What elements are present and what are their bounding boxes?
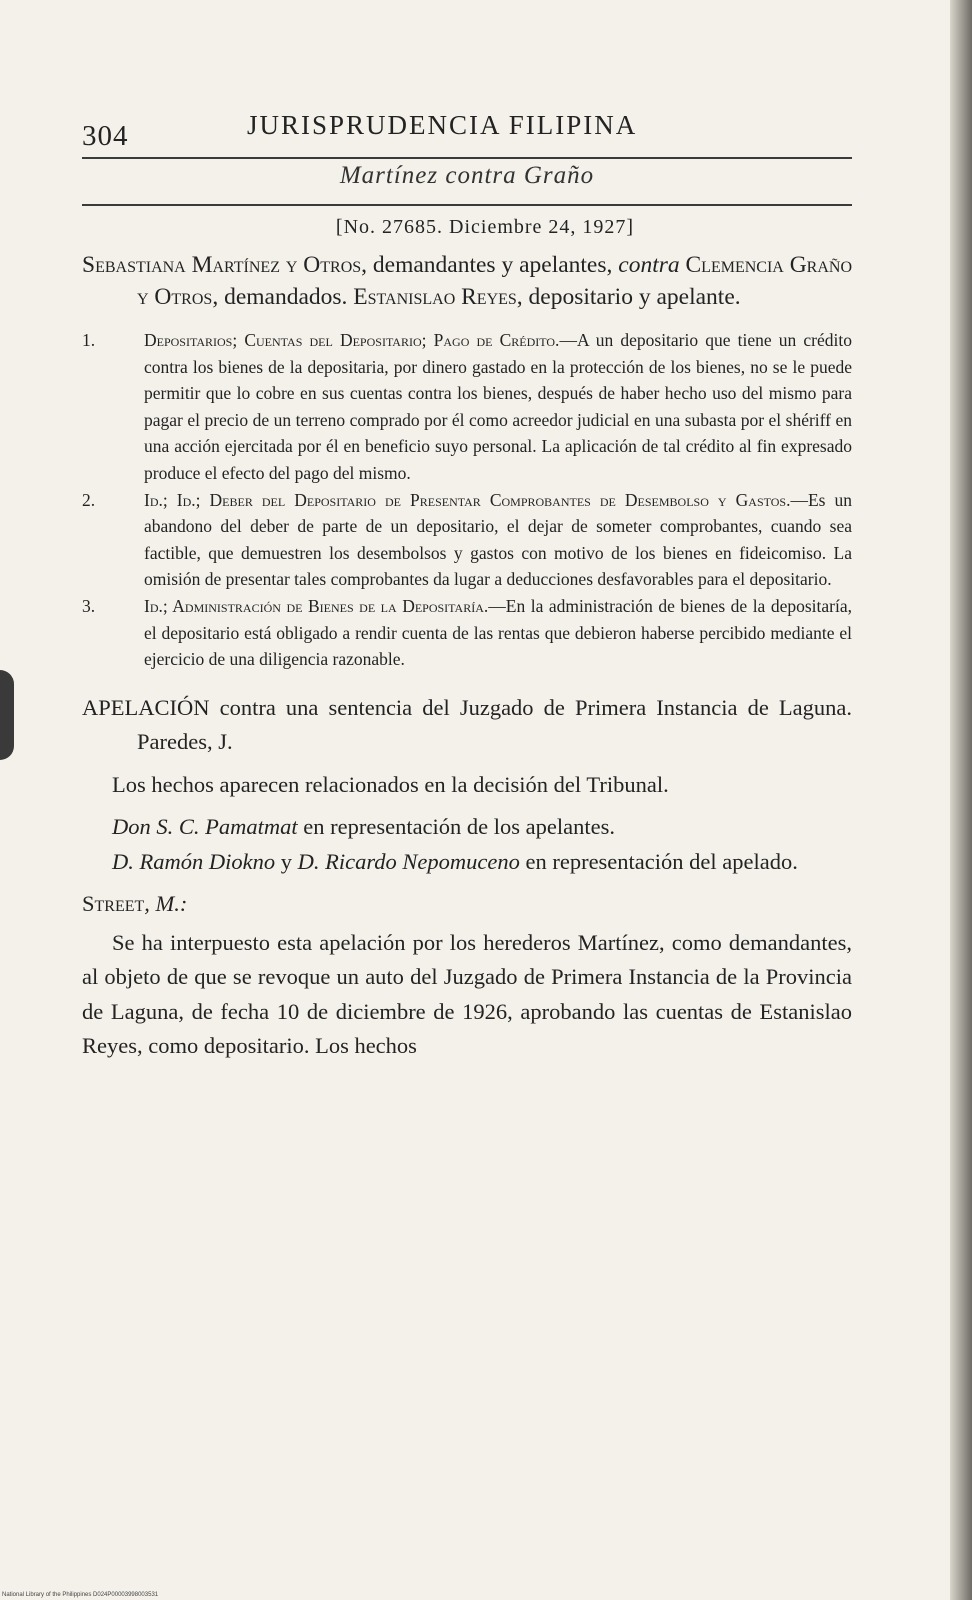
syllabus bbox=[82, 327, 852, 673]
appellee-counsel-conj: y bbox=[275, 848, 298, 874]
main-text bbox=[82, 691, 852, 1064]
syllabus-heading: Id.; Id.; Deber del Depositario de Presentar Comprobantes de Desembolso y Gastos. bbox=[144, 489, 791, 510]
syllabus-item bbox=[82, 327, 852, 487]
page-body bbox=[82, 216, 852, 1064]
docket-line: [No. 27685. Diciembre 24, 1927] bbox=[335, 216, 635, 238]
appellee-counsel bbox=[82, 845, 852, 880]
page-edge-mark bbox=[0, 670, 14, 760]
syllabus-number: 2. bbox=[82, 489, 96, 510]
syllabus-text: —En la administración de bienes de la depositaría, el depositario está obligado a rendir cuenta de las rentas que debieron haberse percibido mediante el ejercicio de una diligencia razonable. bbox=[144, 595, 852, 670]
judge-suffix: , M.: bbox=[144, 891, 188, 917]
judge-name: Street bbox=[82, 891, 145, 917]
syllabus-heading: Id.; Administración de Bienes de la Depositaría. bbox=[144, 595, 489, 616]
case-name-rule bbox=[82, 204, 852, 206]
judge-line bbox=[82, 887, 852, 922]
book-spine-shadow bbox=[950, 0, 972, 1600]
plaintiffs: Sebastiana Martínez y Otros bbox=[82, 252, 362, 278]
appeal-paragraph bbox=[82, 691, 852, 760]
scan-footer: National Library of the Philippines D024P00003998003531 bbox=[2, 1592, 159, 1598]
plaintiffs-role: , demandantes y apelantes, bbox=[361, 252, 613, 278]
running-title: JURISPRUDENCIA FILIPINA bbox=[247, 110, 638, 140]
appellants-counsel bbox=[82, 810, 852, 845]
syllabus-number: 3. bbox=[82, 595, 96, 616]
appellee-counsel-name-1: D. Ramón Diokno bbox=[112, 848, 276, 874]
appeal-lead: APELACIÓN bbox=[82, 694, 210, 720]
defendants-role: , demandados. bbox=[212, 284, 348, 310]
syllabus-number: 1. bbox=[82, 330, 96, 350]
depositary: Estanislao Reyes bbox=[353, 284, 517, 310]
page-number: 304 bbox=[82, 120, 129, 152]
case-parties bbox=[82, 249, 852, 313]
syllabus-item bbox=[82, 593, 852, 673]
opinion-paragraph: Se ha interpuesto esta apelación por los herederos Martínez, como demandantes, al objeto de que se revoque un auto del Juzgado de Primera Instancia de la Provincia de Laguna, de fecha 10 de diciembre de 1926, aprobando las cuentas de Estanislao Reyes, como depositario. Los hechos bbox=[82, 929, 852, 1059]
appellants-counsel-text: en representación de los apelantes. bbox=[297, 814, 615, 840]
case-name: Martínez contra Graño bbox=[339, 162, 595, 189]
depositary-role: , depositario y apelante. bbox=[516, 284, 741, 310]
syllabus-item bbox=[82, 487, 852, 593]
syllabus-text: —Es un abandono del deber de parte de un depositario, el dejar de someter comprobantes, cuando sea factible, que demuestren los desembolsos y gastos con motivo de los bienes en fideicomiso. La omisión de presentar tales comprobantes da lugar a deducciones desfavorables para el depositario. bbox=[144, 489, 852, 590]
syllabus-text: —A un depositario que tiene un crédito contra los bienes de la depositaria, por dinero gastado en la protección de los bienes, no se le puede permitir que lo cobre en sus cuentas contra los bienes, después de haber hecho uso del mismo para pagar el precio de un terreno comprado por él como acreedor judicial en una subasta por el shériff en una acción ejercitada por él en beneficio suyo personal. La aplicación de tal crédito al fin expresado produce el efecto del pago del mismo. bbox=[144, 330, 852, 483]
header-rule bbox=[82, 157, 852, 159]
syllabus-heading: Depositarios; Cuentas del Depositario; Pago de Crédito. bbox=[144, 330, 560, 350]
defendants: Clemencia Graño y Otros bbox=[137, 252, 853, 310]
appellants-counsel-name: Don S. C. Pamatmat bbox=[112, 814, 298, 840]
contra-word: contra bbox=[618, 252, 680, 278]
appellee-counsel-name-2: D. Ricardo Nepomuceno bbox=[297, 848, 520, 874]
facts-paragraph: Los hechos aparecen relacionados en la decisión del Tribunal. bbox=[112, 771, 669, 797]
appellee-counsel-text: en representación del apelado. bbox=[519, 848, 798, 874]
appeal-text: contra una sentencia del Juzgado de Primera Instancia de Laguna. Paredes, J. bbox=[137, 694, 852, 755]
